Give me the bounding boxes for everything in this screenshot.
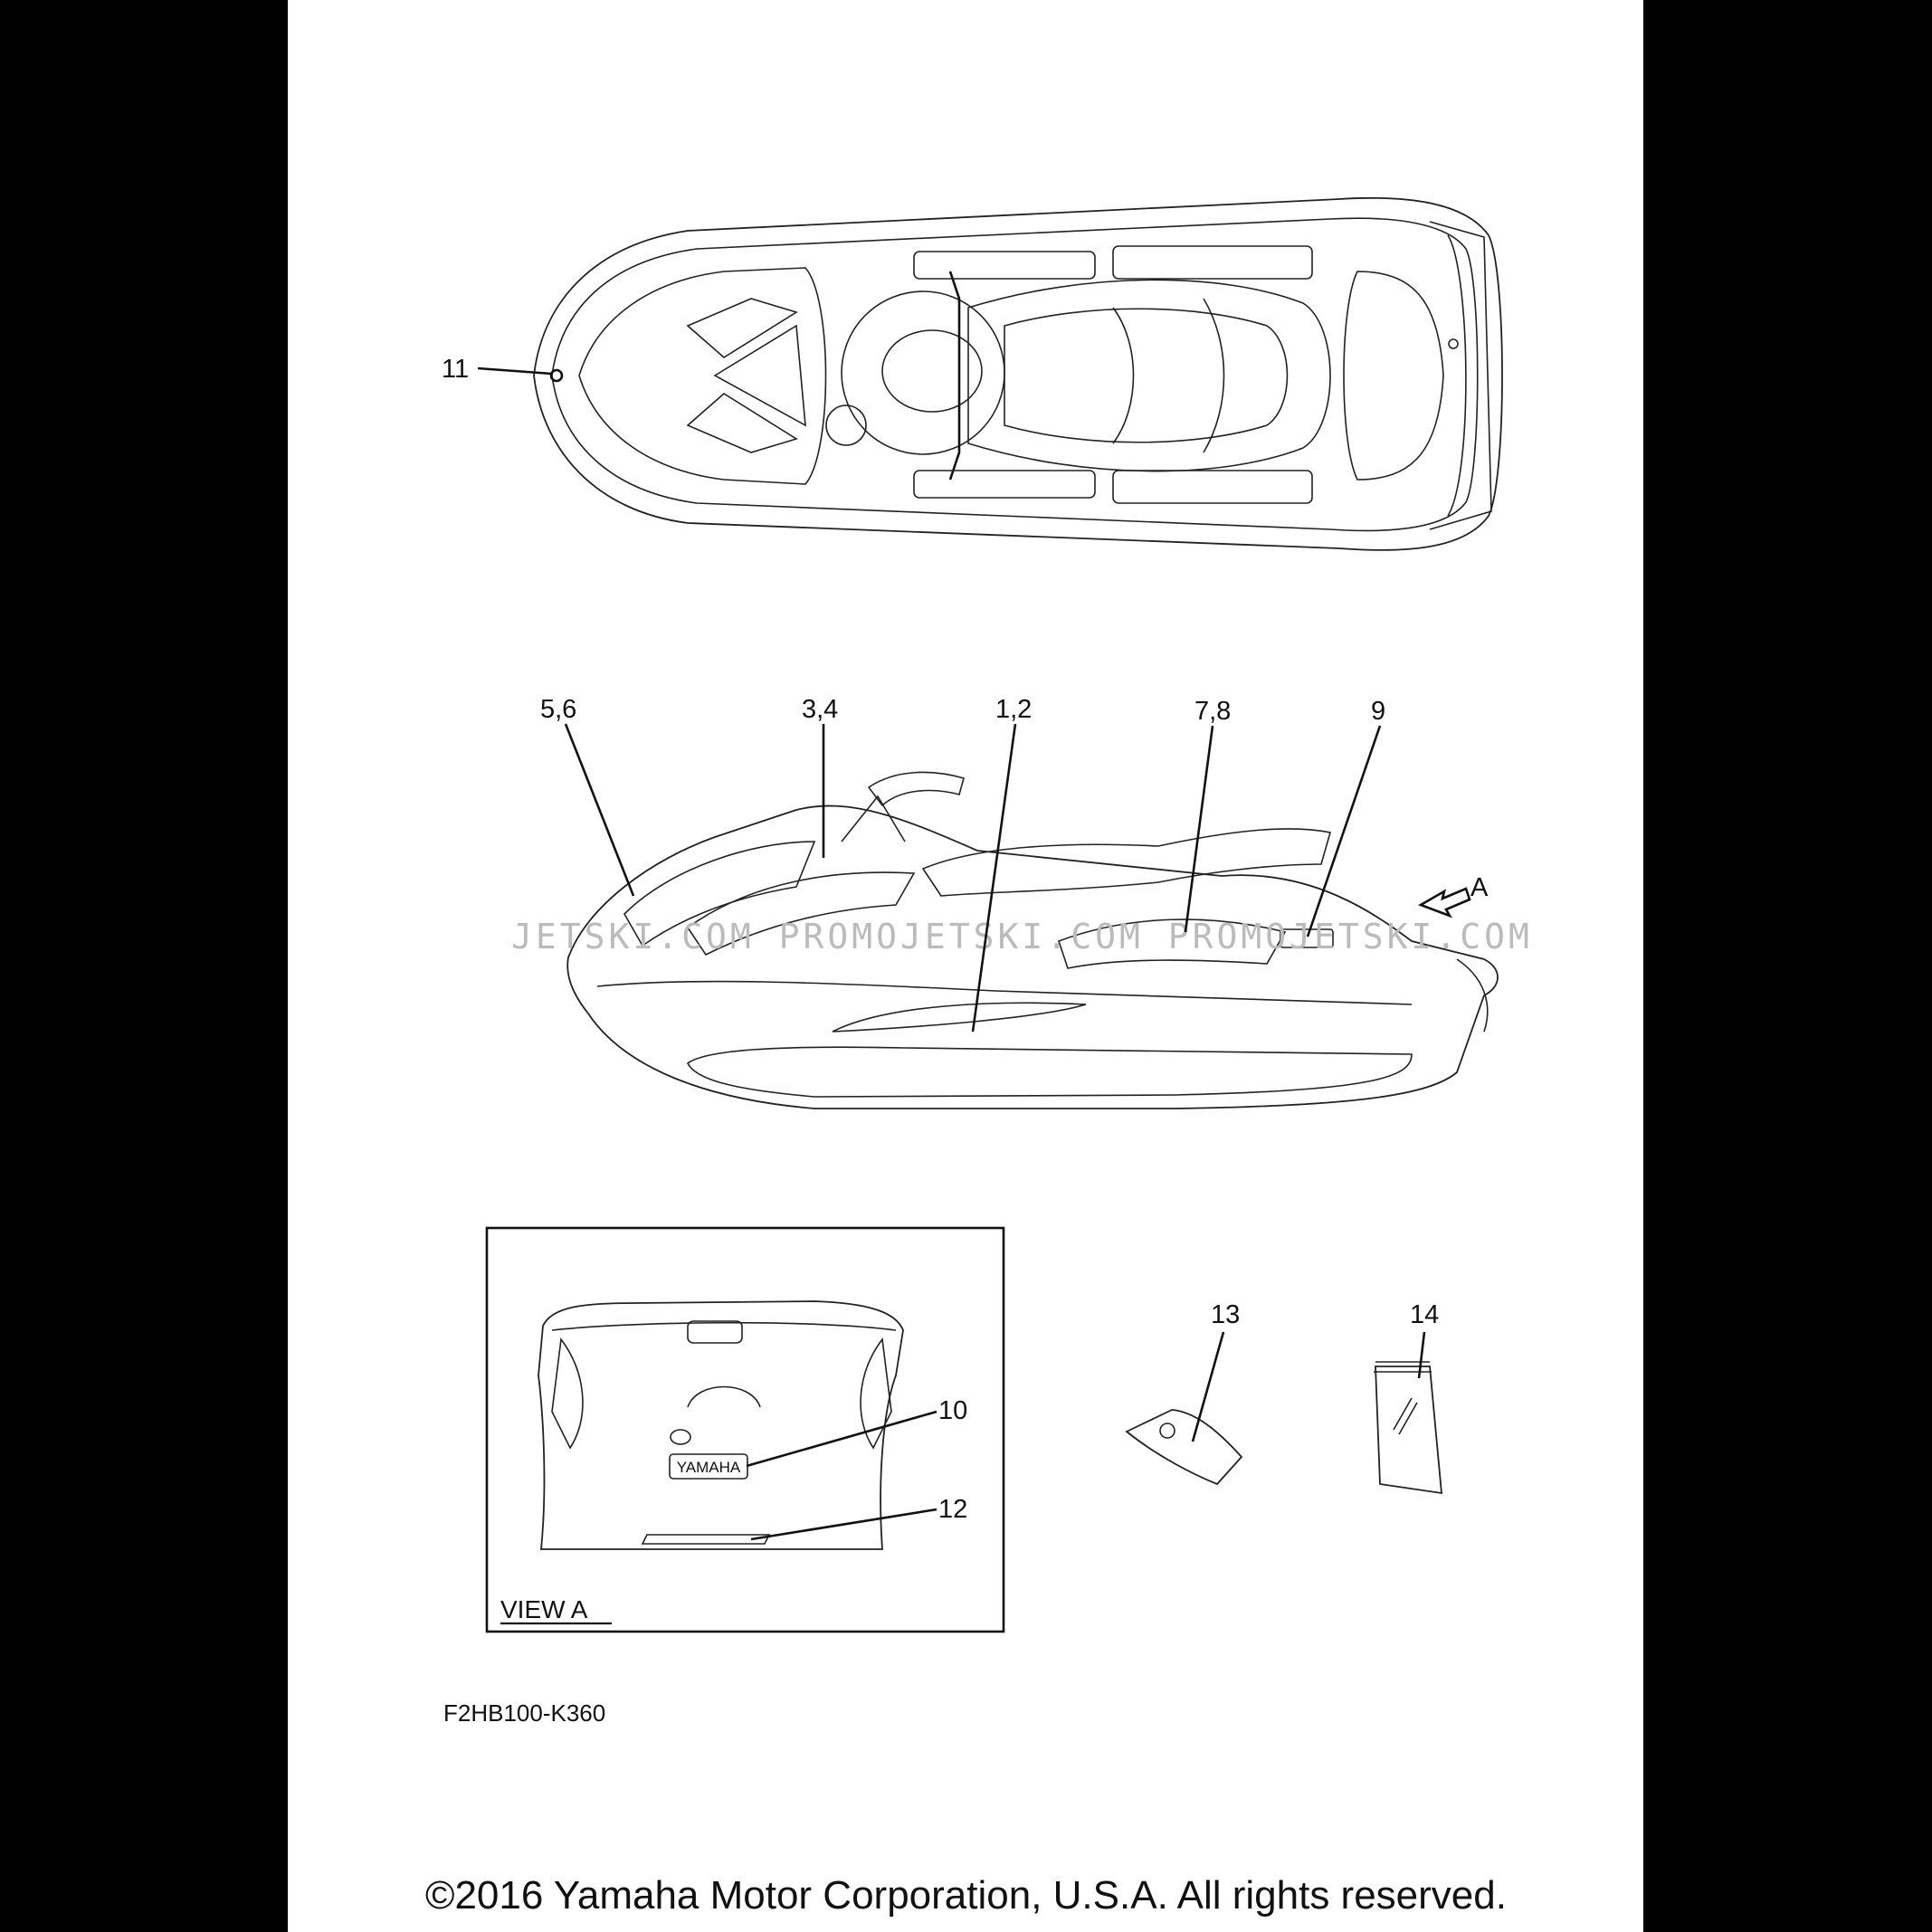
top-view-watercraft (534, 198, 1502, 550)
callout-7-8: 7,8 (1194, 697, 1232, 726)
copyright-notice: ©2016 Yamaha Motor Corporation, U.S.A. All rights reserved. (425, 1873, 1507, 1918)
arrow-label-a: A (1470, 873, 1489, 902)
view-a-rear-drawing (538, 1301, 903, 1549)
part-code: F2HB100-K360 (443, 1699, 606, 1727)
item-14-document-bag (1374, 1362, 1442, 1493)
callout-9: 9 (1371, 697, 1386, 726)
callout-3-4: 3,4 (802, 695, 839, 724)
callout-1-2: 1,2 (995, 695, 1033, 724)
callout-12: 12 (938, 1495, 968, 1524)
yamaha-decal-text: YAMAHA (676, 1459, 741, 1476)
view-a-arrow (1421, 889, 1470, 916)
view-a-label: VIEW A (500, 1595, 588, 1623)
callout-5-6: 5,6 (540, 695, 577, 724)
callout-10: 10 (938, 1396, 968, 1425)
watermark-text: JETSKI.COM PROMOJETSKI.COM PROMOJETSKI.COM (511, 917, 1533, 956)
callout-14: 14 (1410, 1300, 1440, 1329)
callout-13: 13 (1211, 1300, 1241, 1329)
item-13-pouch (1127, 1410, 1242, 1484)
callout-11: 11 (442, 355, 470, 384)
